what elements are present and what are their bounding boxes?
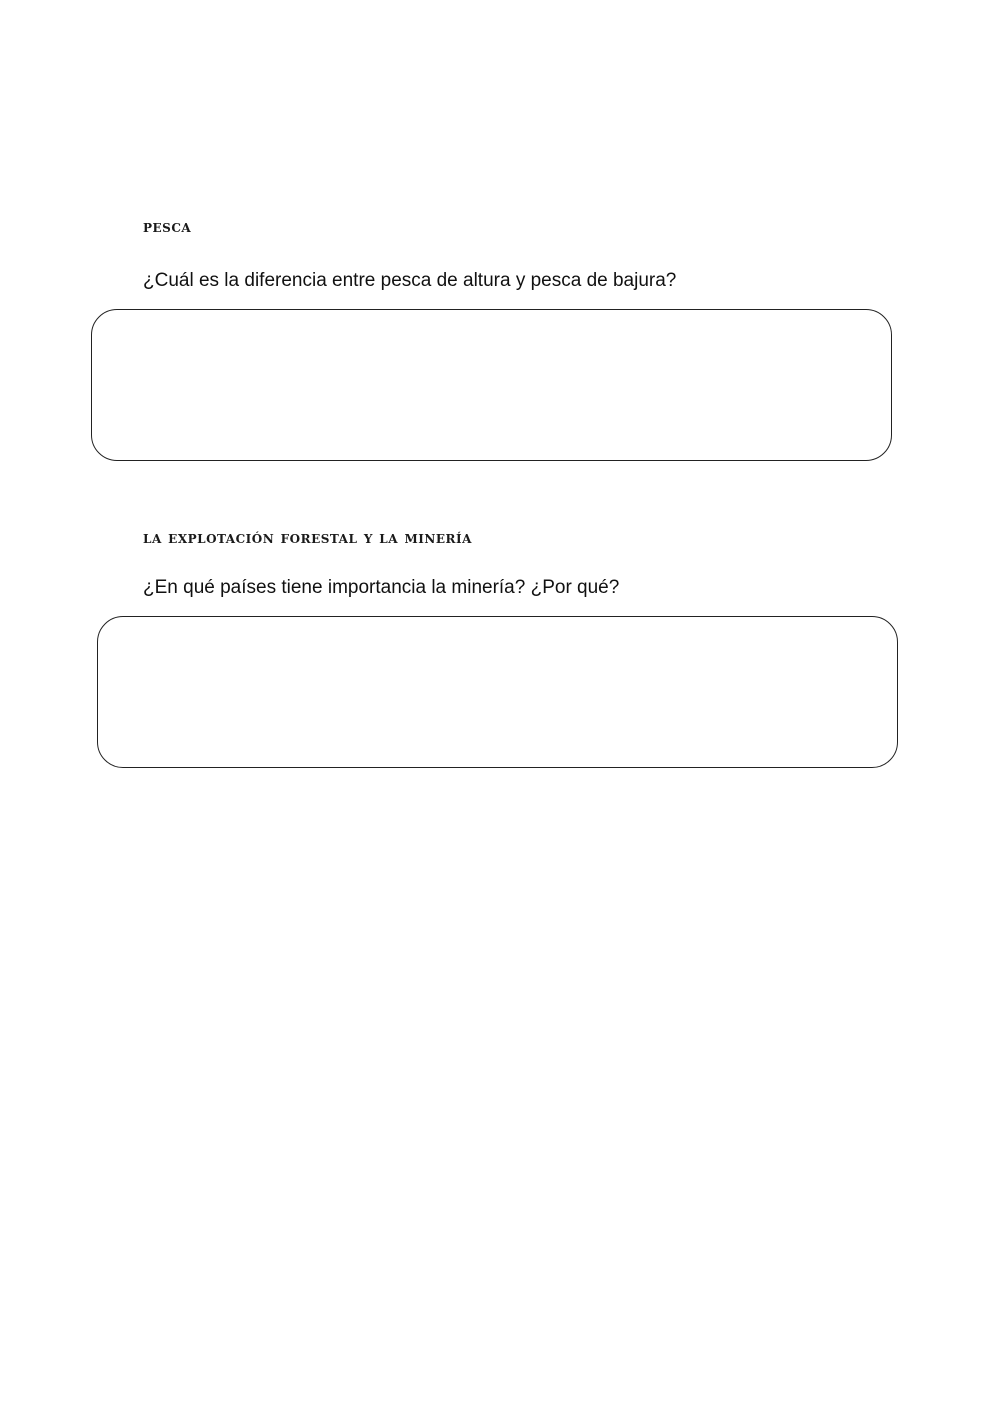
answer-box-pesca[interactable]: [91, 309, 892, 461]
question-mineria: ¿En qué países tiene importancia la minería? ¿Por qué?: [143, 577, 620, 598]
answer-box-mineria[interactable]: [97, 616, 898, 768]
question-pesca: ¿Cuál es la diferencia entre pesca de altura y pesca de bajura?: [143, 270, 677, 291]
section-title-explotacion-forestal-mineria: la explotación forestal y la minería: [143, 528, 472, 548]
section-title-pesca: pesca: [143, 217, 192, 237]
